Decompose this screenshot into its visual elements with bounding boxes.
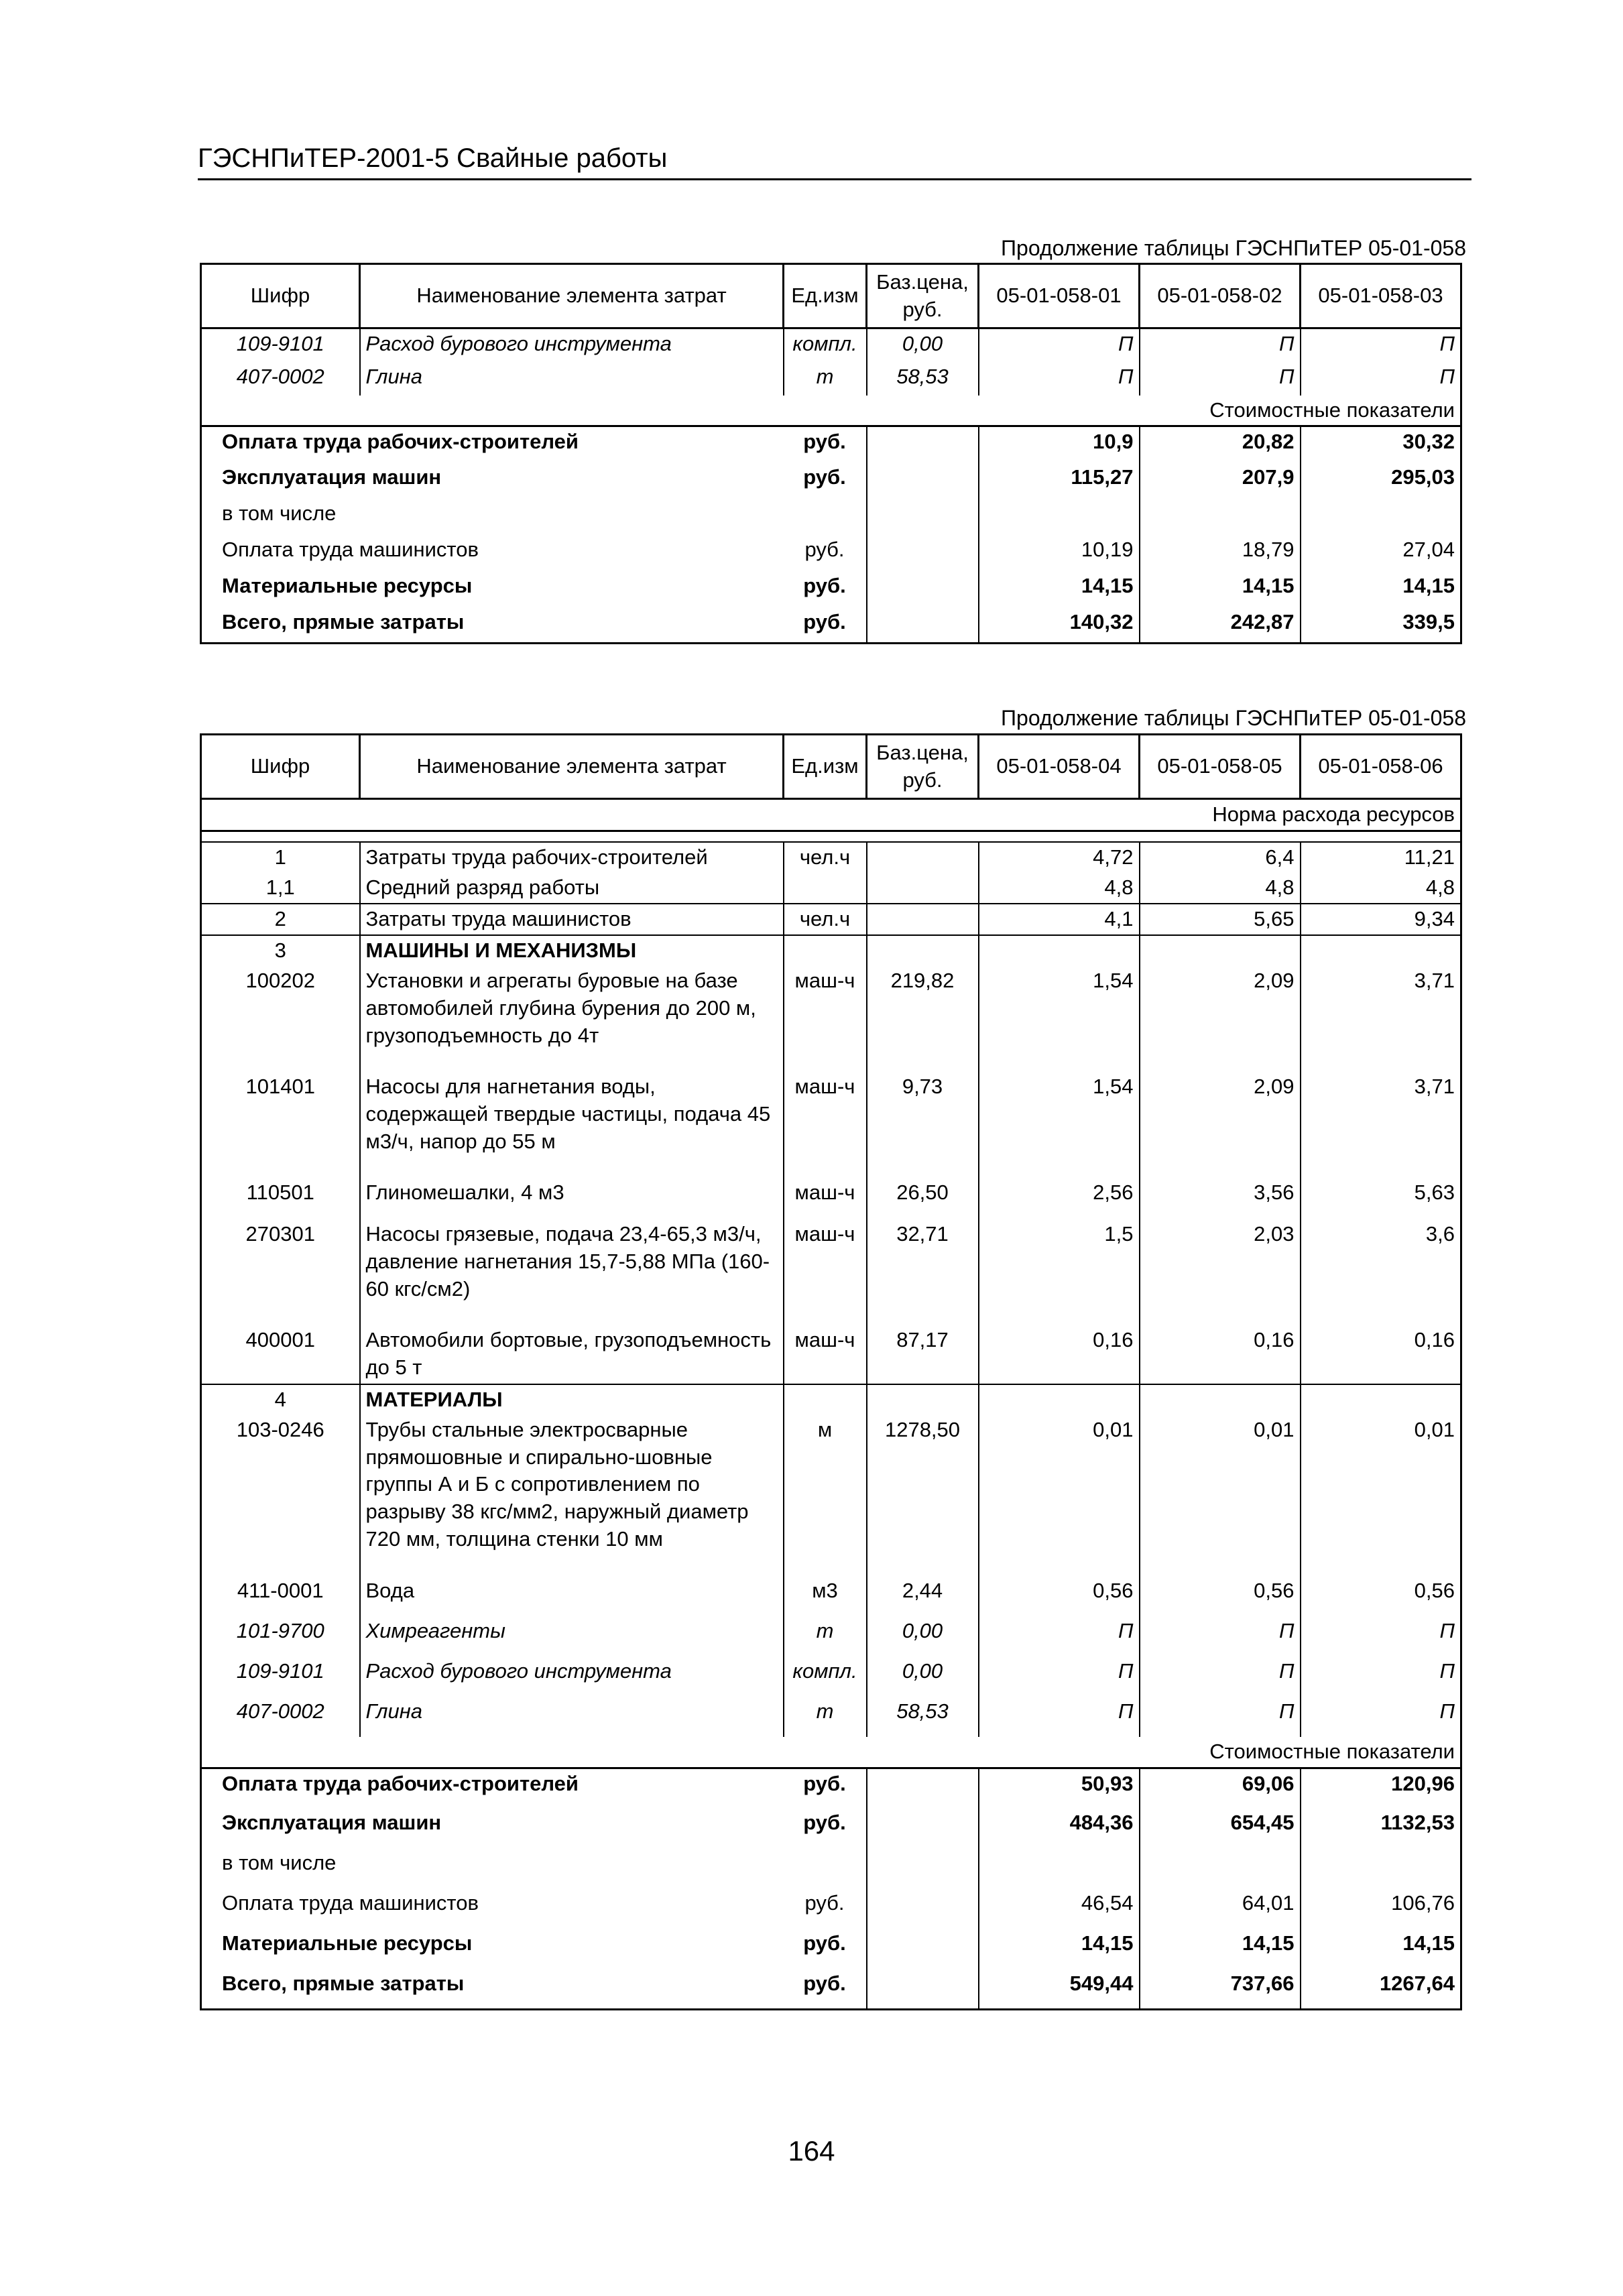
table2 <box>200 733 1462 2010</box>
section-blank <box>867 1384 979 1415</box>
cost-unit: руб. <box>784 1768 867 1808</box>
section-blank <box>784 935 867 966</box>
resource-code: 109-9101 <box>201 328 360 362</box>
resource-value-2: П <box>1140 362 1301 396</box>
cost-value-1: 484,36 <box>979 1808 1140 1848</box>
cost-value-1: 140,32 <box>979 607 1140 644</box>
resource-row <box>201 1325 1461 1384</box>
resource-value-3: 3,6 <box>1301 1219 1461 1325</box>
resource-value-1: П <box>979 362 1140 396</box>
resource-value-2: 3,56 <box>1140 1178 1301 1219</box>
resource-value-2: 6,4 <box>1140 842 1301 873</box>
cost-row <box>201 1969 1461 2009</box>
resource-value-1: 1,54 <box>979 1072 1140 1178</box>
resource-code: 270301 <box>201 1219 360 1325</box>
resource-value-3: 11,21 <box>1301 842 1461 873</box>
resource-value-3: 5,63 <box>1301 1178 1461 1219</box>
cost-value-2: 207,9 <box>1140 463 1301 499</box>
cost-row <box>201 1808 1461 1848</box>
resource-value-1: 2,56 <box>979 1178 1140 1219</box>
cost-value-2: 737,66 <box>1140 1969 1301 2009</box>
resource-value-2: 5,65 <box>1140 904 1301 935</box>
separator-cell <box>201 831 1461 842</box>
section-blank <box>979 1384 1140 1415</box>
resource-name: Химреагенты <box>360 1616 784 1656</box>
resource-unit: маш-ч <box>784 1325 867 1384</box>
resource-code: 101401 <box>201 1072 360 1178</box>
table2-header-row <box>201 735 1461 799</box>
resource-value-1: П <box>979 1697 1140 1737</box>
resource-price: 1278,50 <box>867 1415 979 1576</box>
cost-name: в том числе <box>222 501 337 525</box>
resource-row <box>201 1178 1461 1219</box>
cost-value-1: 10,9 <box>979 426 1140 463</box>
resource-value-2: П <box>1140 1616 1301 1656</box>
resource-name: Насосы для нагнетания воды, содержащей твердые частицы, подача 45 м3/ч, напор до 55 м <box>360 1072 784 1178</box>
cost-value-3: 27,04 <box>1301 535 1461 571</box>
resource-value-1: 1,5 <box>979 1219 1140 1325</box>
cost-blank <box>867 426 979 463</box>
resource-code: 109-9101 <box>201 1656 360 1697</box>
col-header-name: Наименование элемента затрат <box>360 735 784 799</box>
resource-unit: компл. <box>784 1656 867 1697</box>
resource-name: Средний разряд работы <box>360 873 784 904</box>
table2-norm-label-text: Норма расхода ресурсов <box>201 799 1461 831</box>
section-blank <box>784 1384 867 1415</box>
cost-row <box>201 499 1461 535</box>
table1-cost-label <box>201 396 1461 426</box>
cost-blank <box>867 499 979 535</box>
col-header-shifr: Шифр <box>201 264 360 328</box>
resource-unit: компл. <box>784 328 867 362</box>
resource-value-2: 2,03 <box>1140 1219 1301 1325</box>
resource-value-2: 4,8 <box>1140 873 1301 904</box>
cost-blank <box>867 463 979 499</box>
resource-unit: маш-ч <box>784 1178 867 1219</box>
cost-unit: руб. <box>784 426 867 463</box>
cost-value-2: 20,82 <box>1140 426 1301 463</box>
resource-unit: т <box>784 1616 867 1656</box>
cost-blank <box>867 571 979 607</box>
col-header-unit: Ед.изм <box>784 264 867 328</box>
cost-value-2: 69,06 <box>1140 1768 1301 1808</box>
cost-row <box>201 1848 1461 1888</box>
cost-name: Материальные ресурсы <box>222 1931 473 1955</box>
resource-unit: чел.ч <box>784 904 867 935</box>
cost-value-1: 115,27 <box>979 463 1140 499</box>
cost-blank <box>867 1808 979 1848</box>
resource-value-2: 0,16 <box>1140 1325 1301 1384</box>
resource-name: Расход бурового инструмента <box>360 328 784 362</box>
resource-value-1: 1,54 <box>979 966 1140 1072</box>
resource-name: Затраты труда машинистов <box>360 904 784 935</box>
cost-row <box>201 426 1461 463</box>
resource-value-3: 3,71 <box>1301 1072 1461 1178</box>
resource-value-2: П <box>1140 1656 1301 1697</box>
cost-blank <box>867 1848 979 1888</box>
cost-name: в том числе <box>222 1851 337 1875</box>
page-header-title: ГЭСНПиТЕР-2001-5 Свайные работы <box>198 143 668 173</box>
cost-row <box>201 463 1461 499</box>
table2-cost-label <box>201 1737 1461 1768</box>
resource-code: 1 <box>201 842 360 873</box>
resource-code: 407-0002 <box>201 362 360 396</box>
resource-code: 100202 <box>201 966 360 1072</box>
resource-value-3: 4,8 <box>1301 873 1461 904</box>
resource-value-1: 0,16 <box>979 1325 1140 1384</box>
resource-name: Насосы грязевые, подача 23,4-65,3 м3/ч, давление нагнетания 15,7-5,88 МПа (160-60 кгс/см2) <box>360 1219 784 1325</box>
resource-price: 2,44 <box>867 1576 979 1616</box>
cost-value-3: 14,15 <box>1301 571 1461 607</box>
col-header-shifr: Шифр <box>201 735 360 799</box>
resource-row <box>201 1415 1461 1576</box>
resource-unit: м <box>784 1415 867 1576</box>
resource-value-1: 0,01 <box>979 1415 1140 1576</box>
resource-code: 2 <box>201 904 360 935</box>
resource-unit: маш-ч <box>784 1219 867 1325</box>
cost-name: Оплата труда машинистов <box>222 1891 479 1915</box>
cost-value-2: 18,79 <box>1140 535 1301 571</box>
cost-value-1 <box>979 1848 1140 1888</box>
resource-unit: маш-ч <box>784 1072 867 1178</box>
resource-price: 9,73 <box>867 1072 979 1178</box>
col-header-unit: Ед.изм <box>784 735 867 799</box>
resource-code: 110501 <box>201 1178 360 1219</box>
cost-blank <box>867 535 979 571</box>
cost-value-2: 14,15 <box>1140 571 1301 607</box>
resource-value-3: 0,56 <box>1301 1576 1461 1616</box>
cost-row <box>201 607 1461 644</box>
resource-price: 26,50 <box>867 1178 979 1219</box>
resource-code: 407-0002 <box>201 1697 360 1737</box>
resource-unit <box>784 873 867 904</box>
cost-value-3: 295,03 <box>1301 463 1461 499</box>
col-header-code-5: 05-01-058-05 <box>1140 735 1301 799</box>
cost-value-1: 50,93 <box>979 1768 1140 1808</box>
resource-code: 103-0246 <box>201 1415 360 1576</box>
cost-row <box>201 571 1461 607</box>
cost-value-1: 14,15 <box>979 1929 1140 1969</box>
cost-name: Эксплуатация машин <box>222 1811 442 1835</box>
cost-unit: руб. <box>784 1929 867 1969</box>
cost-row <box>201 535 1461 571</box>
section-blank <box>1140 1384 1301 1415</box>
cost-value-3: 30,32 <box>1301 426 1461 463</box>
col-header-price: Баз.цена, руб. <box>867 735 979 799</box>
table2-cost-label-text: Стоимостные показатели <box>201 1737 1461 1768</box>
resource-value-3: 9,34 <box>1301 904 1461 935</box>
resource-code: 101-9700 <box>201 1616 360 1656</box>
resource-price: 0,00 <box>867 1656 979 1697</box>
separator-row <box>201 831 1461 842</box>
resource-code: 411-0001 <box>201 1576 360 1616</box>
cost-blank <box>867 1929 979 1969</box>
cost-value-1: 549,44 <box>979 1969 1140 2009</box>
cost-value-3 <box>1301 499 1461 535</box>
resource-value-2: П <box>1140 328 1301 362</box>
resource-row <box>201 1697 1461 1737</box>
resource-price: 0,00 <box>867 328 979 362</box>
cost-unit <box>784 1848 867 1888</box>
cost-unit: руб. <box>784 463 867 499</box>
resource-price: 58,53 <box>867 1697 979 1737</box>
cost-value-3: 339,5 <box>1301 607 1461 644</box>
cost-value-2: 64,01 <box>1140 1888 1301 1929</box>
resource-row <box>201 966 1461 1072</box>
col-header-code-6: 05-01-058-06 <box>1301 735 1461 799</box>
resource-value-1: 0,56 <box>979 1576 1140 1616</box>
section-code: 4 <box>201 1384 360 1415</box>
cost-unit: руб. <box>784 571 867 607</box>
resource-name: Установки и агрегаты буровые на базе автомобилей глубина бурения до 200 м, грузоподъемность до 4т <box>360 966 784 1072</box>
resource-row <box>201 328 1461 362</box>
page-number: 164 <box>788 2135 835 2167</box>
resource-price: 219,82 <box>867 966 979 1072</box>
resource-unit: т <box>784 1697 867 1737</box>
resource-code: 1,1 <box>201 873 360 904</box>
resource-value-1: П <box>979 328 1140 362</box>
resource-value-2: 2,09 <box>1140 966 1301 1072</box>
resource-value-3: 0,01 <box>1301 1415 1461 1576</box>
section-title: МАТЕРИАЛЫ <box>360 1384 784 1415</box>
resource-unit: маш-ч <box>784 966 867 1072</box>
resource-name: Глина <box>360 362 784 396</box>
resource-row <box>201 873 1461 904</box>
table2-caption: Продолжение таблицы ГЭСНПиТЕР 05-01-058 <box>1001 706 1466 730</box>
resource-value-2: 2,09 <box>1140 1072 1301 1178</box>
resource-price <box>867 904 979 935</box>
resource-name: Расход бурового инструмента <box>360 1656 784 1697</box>
resource-value-3: П <box>1301 328 1461 362</box>
section-blank <box>1140 935 1301 966</box>
resource-name: Вода <box>360 1576 784 1616</box>
resource-row <box>201 904 1461 935</box>
table1 <box>200 263 1462 644</box>
cost-value-2: 654,45 <box>1140 1808 1301 1848</box>
cost-name: Всего, прямые затраты <box>222 1972 465 1996</box>
cost-name: Оплата труда рабочих-строителей <box>222 430 579 454</box>
resource-value-3: П <box>1301 1697 1461 1737</box>
cost-value-3: 1267,64 <box>1301 1969 1461 2009</box>
resource-price <box>867 842 979 873</box>
resource-price <box>867 873 979 904</box>
cost-value-2 <box>1140 1848 1301 1888</box>
cost-row <box>201 1768 1461 1808</box>
cost-value-1 <box>979 499 1140 535</box>
cost-value-3: 1132,53 <box>1301 1808 1461 1848</box>
cost-unit: руб. <box>784 1888 867 1929</box>
cost-unit <box>784 499 867 535</box>
cost-unit: руб. <box>784 1808 867 1848</box>
section-blank <box>1301 1384 1461 1415</box>
resource-row <box>201 1576 1461 1616</box>
cost-value-3: 14,15 <box>1301 1929 1461 1969</box>
section-blank <box>867 935 979 966</box>
resource-price: 87,17 <box>867 1325 979 1384</box>
resource-name: Затраты труда рабочих-строителей <box>360 842 784 873</box>
table1-header-row <box>201 264 1461 328</box>
resource-unit: м3 <box>784 1576 867 1616</box>
resource-row <box>201 1616 1461 1656</box>
section-title: МАШИНЫ И МЕХАНИЗМЫ <box>360 935 784 966</box>
header-rule <box>198 178 1471 180</box>
resource-name: Трубы стальные электросварные прямошовные и спирально-шовные группы А и Б с сопротивлением по разрыву 38 кгс/мм2, наружный диаметр 720 мм, толщина стенки 10 мм <box>360 1415 784 1576</box>
cost-unit: руб. <box>784 535 867 571</box>
resource-unit: чел.ч <box>784 842 867 873</box>
cost-blank <box>867 1969 979 2009</box>
col-header-name: Наименование элемента затрат <box>360 264 784 328</box>
table1-caption: Продолжение таблицы ГЭСНПиТЕР 05-01-058 <box>1001 236 1466 260</box>
materials-section-row <box>201 1384 1461 1415</box>
col-header-code-2: 05-01-058-02 <box>1140 264 1301 328</box>
col-header-code-3: 05-01-058-03 <box>1301 264 1461 328</box>
resource-value-1: 4,8 <box>979 873 1140 904</box>
resource-value-2: П <box>1140 1697 1301 1737</box>
col-header-code-4: 05-01-058-04 <box>979 735 1140 799</box>
resource-unit: т <box>784 362 867 396</box>
resource-value-1: 4,72 <box>979 842 1140 873</box>
cost-value-2: 14,15 <box>1140 1929 1301 1969</box>
cost-name: Материальные ресурсы <box>222 573 473 597</box>
resource-row <box>201 1072 1461 1178</box>
cost-value-2: 242,87 <box>1140 607 1301 644</box>
cost-value-1: 10,19 <box>979 535 1140 571</box>
resource-name: Автомобили бортовые, грузоподъемность до 5 т <box>360 1325 784 1384</box>
cost-value-2 <box>1140 499 1301 535</box>
section-code: 3 <box>201 935 360 966</box>
cost-row <box>201 1888 1461 1929</box>
cost-value-1: 14,15 <box>979 571 1140 607</box>
cost-row <box>201 1929 1461 1969</box>
cost-unit: руб. <box>784 607 867 644</box>
resource-value-1: 4,1 <box>979 904 1140 935</box>
resource-value-3: П <box>1301 362 1461 396</box>
resource-value-3: П <box>1301 1656 1461 1697</box>
resource-price: 0,00 <box>867 1616 979 1656</box>
cost-value-3: 106,76 <box>1301 1888 1461 1929</box>
cost-value-1: 46,54 <box>979 1888 1140 1929</box>
cost-name: Оплата труда машинистов <box>222 537 479 561</box>
resource-name: Глина <box>360 1697 784 1737</box>
resource-price: 32,71 <box>867 1219 979 1325</box>
resource-row <box>201 1656 1461 1697</box>
section-blank <box>979 935 1140 966</box>
resource-value-1: П <box>979 1656 1140 1697</box>
resource-value-3: 3,71 <box>1301 966 1461 1072</box>
cost-unit: руб. <box>784 1969 867 2009</box>
cost-name: Оплата труда рабочих-строителей <box>222 1771 579 1795</box>
resource-row <box>201 1219 1461 1325</box>
col-header-price: Баз.цена, руб. <box>867 264 979 328</box>
table1-cost-label-text: Стоимостные показатели <box>201 396 1461 426</box>
resource-value-2: 0,56 <box>1140 1576 1301 1616</box>
resource-name: Глиномешалки, 4 м3 <box>360 1178 784 1219</box>
col-header-code-1: 05-01-058-01 <box>979 264 1140 328</box>
resource-row <box>201 362 1461 396</box>
resource-code: 400001 <box>201 1325 360 1384</box>
cost-blank <box>867 1768 979 1808</box>
cost-name: Эксплуатация машин <box>222 465 442 489</box>
resource-value-3: П <box>1301 1616 1461 1656</box>
resource-value-2: 0,01 <box>1140 1415 1301 1576</box>
cost-value-3 <box>1301 1848 1461 1888</box>
section-blank <box>1301 935 1461 966</box>
cost-blank <box>867 607 979 644</box>
resource-price: 58,53 <box>867 362 979 396</box>
resource-row <box>201 842 1461 873</box>
cost-blank <box>867 1888 979 1929</box>
resource-value-3: 0,16 <box>1301 1325 1461 1384</box>
cost-value-3: 120,96 <box>1301 1768 1461 1808</box>
cost-name: Всего, прямые затраты <box>222 609 465 633</box>
table2-norm-label <box>201 799 1461 831</box>
machines-section-row <box>201 935 1461 966</box>
resource-value-1: П <box>979 1616 1140 1656</box>
